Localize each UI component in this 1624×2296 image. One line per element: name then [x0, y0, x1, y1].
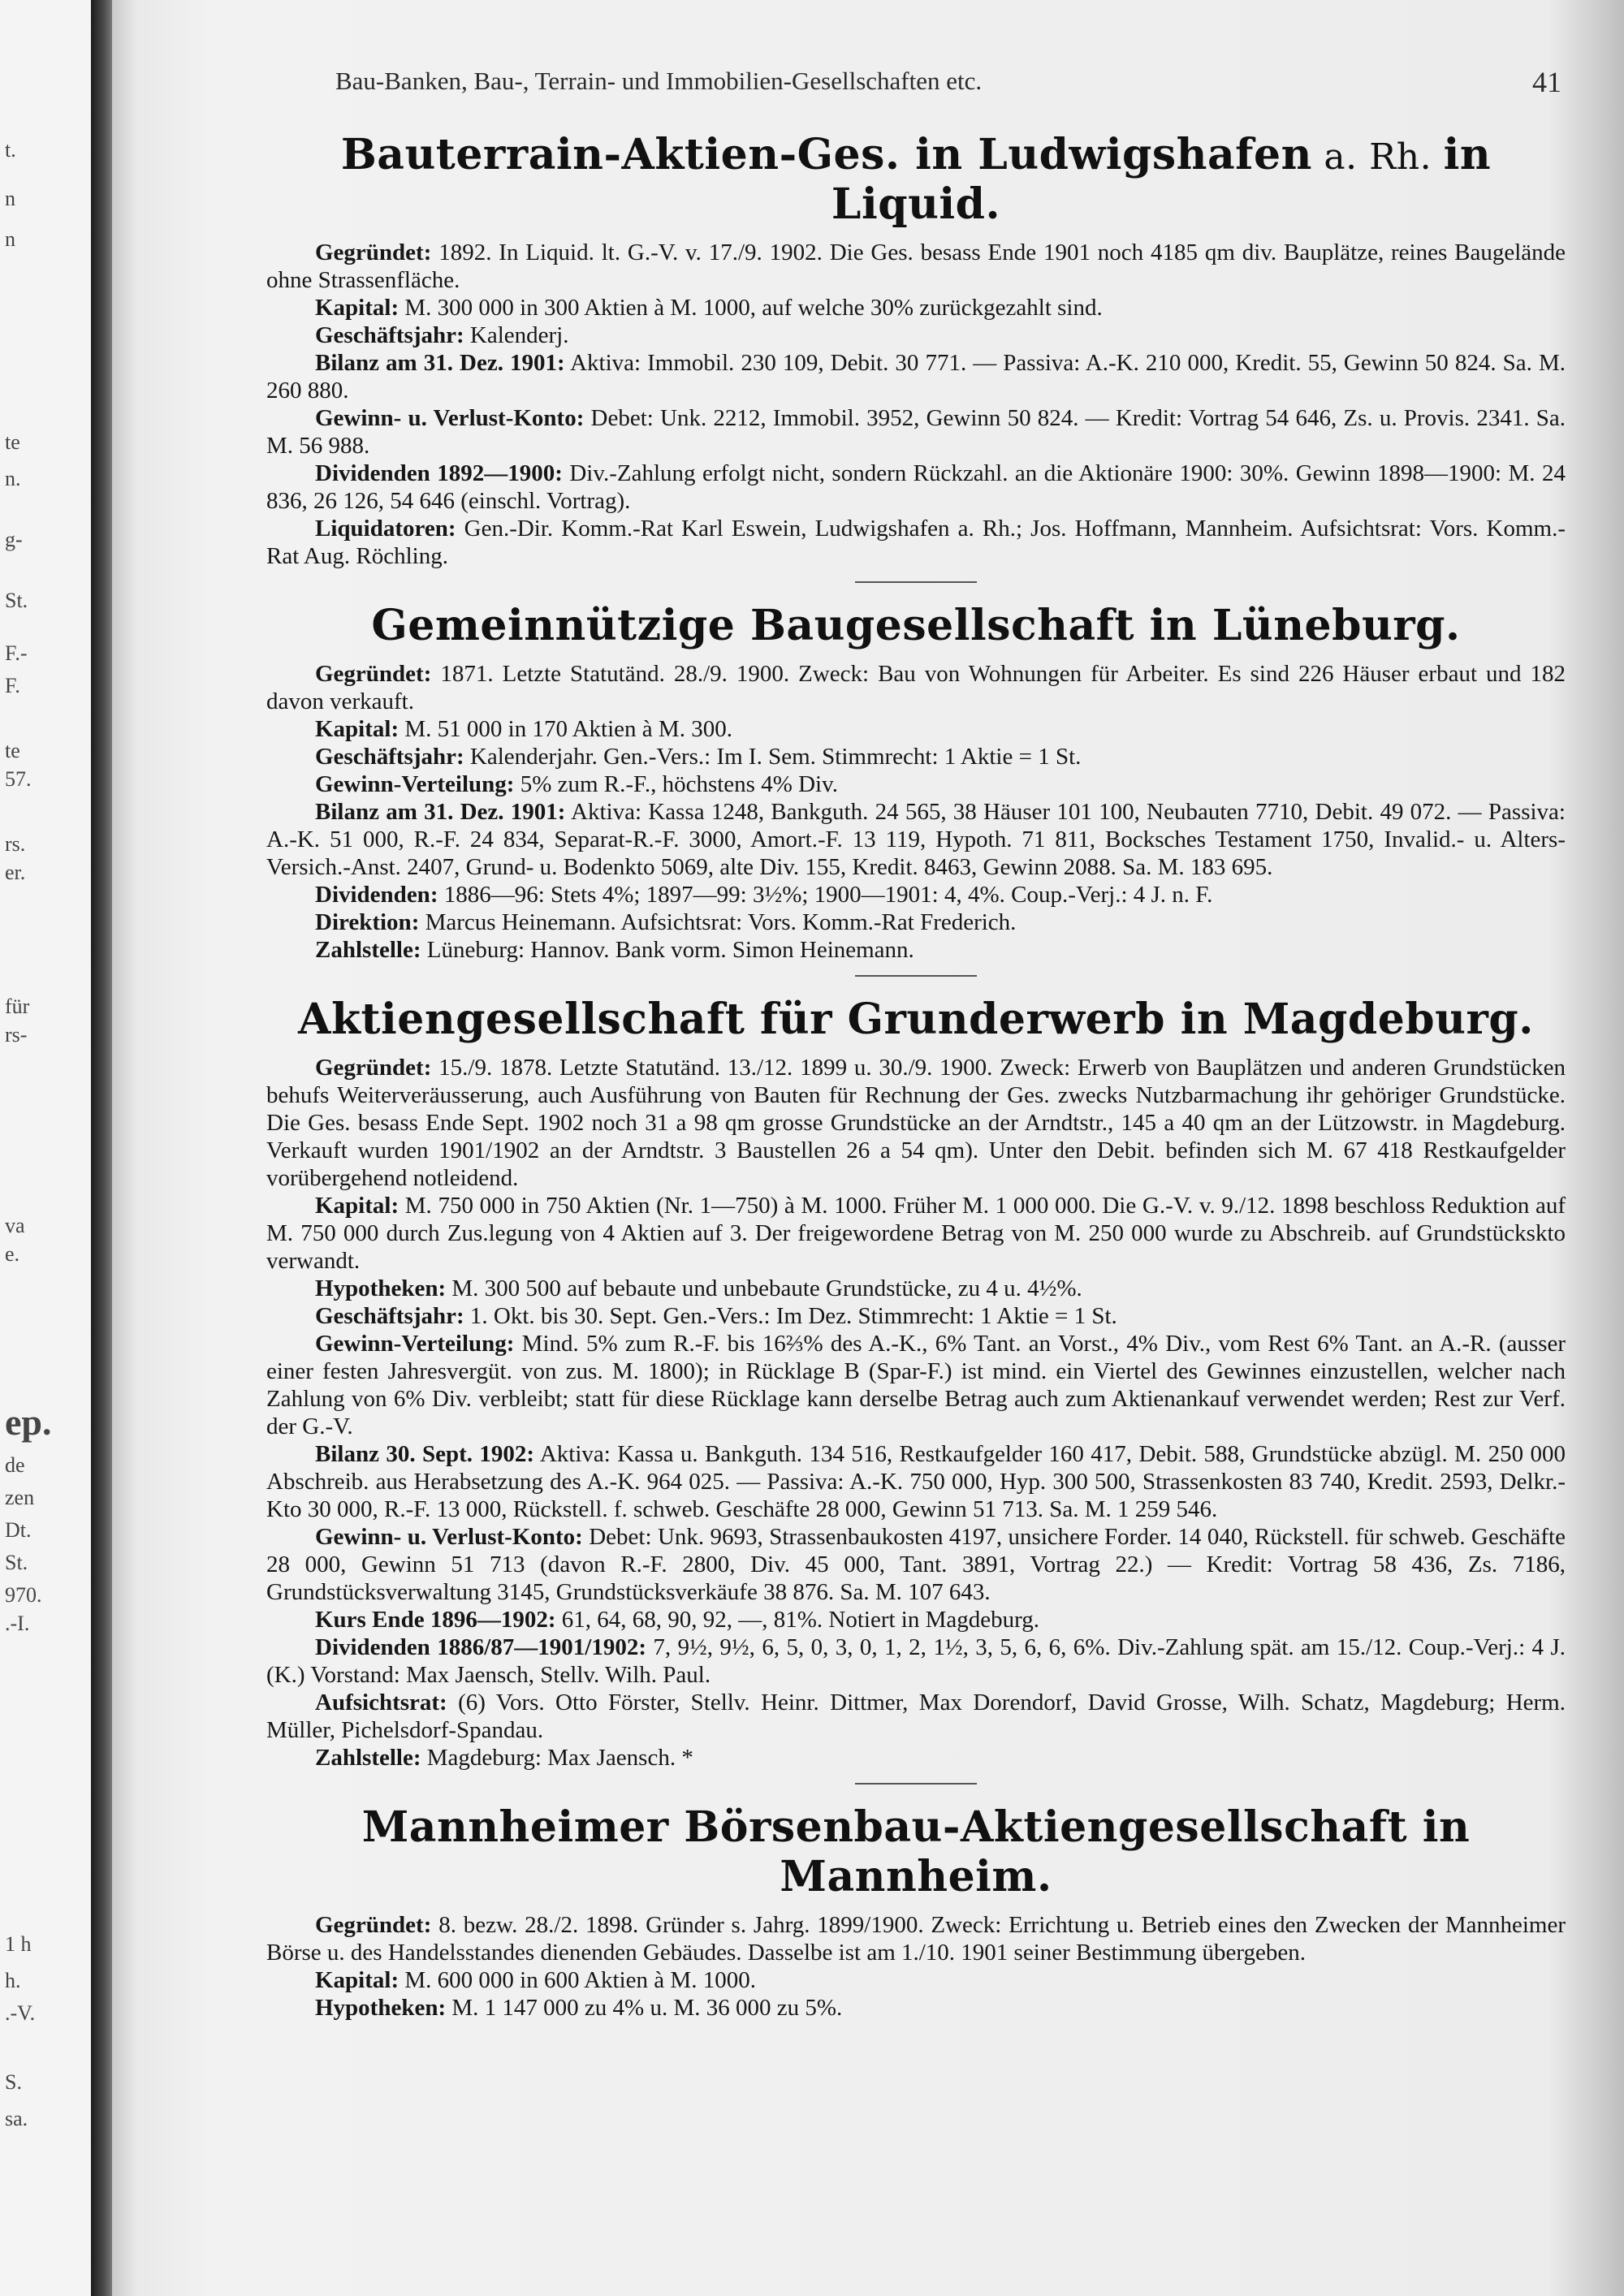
field-label: Kapital:: [315, 1967, 400, 1993]
entry-paragraph: [266, 1523, 1566, 1606]
field-text: 1871. Letzte Statutänd. 28./9. 1900. Zweck: Bau von Wohnungen für Arbeiter. Es sind 226 Häuser erbaut und 182 davon verkauft.: [266, 661, 1566, 714]
field-label: Kapital:: [315, 1193, 400, 1219]
left-fragment: .-I.: [5, 1612, 30, 1635]
left-fragment: n: [5, 187, 15, 210]
field-text: 1892. In Liquid. lt. G.-V. v. 17./9. 1902. Die Ges. besass Ende 1901 noch 4185 qm div. Bauplätze, reines Baugelände ohne Strassenfläche.: [266, 240, 1566, 293]
field-label: Hypotheken:: [315, 1995, 447, 2021]
field-text: Lüneburg: Hannov. Bank vorm. Simon Heinemann.: [421, 937, 914, 963]
field-text: 7, 9½, 9½, 6, 5, 0, 3, 0, 1, 2, 1½, 3, 5, 6, 6, 6%. Div.-Zahlung spät. am 15./12. Coup.-Verj.: 4 J. (K.) Vorstand: Max Jaensch, Stellv. Wilh. Paul.: [266, 1634, 1566, 1688]
field-text: Aktiva: Kassa 1248, Bankguth. 24 565, 38 Häuser 101 100, Neubauten 7710, Debit. 49 072. — Passiva: A.-K. 51 000, R.-F. 24 834, Separat-R.-F. 3000, Amort.-F. 13 119, Hypoth. 71 811, Bocksches Testament 1750, Invalid.- u. Alters-Versich.-Anst. 2407, Grund- u. Bodenkto 5069, alte Div. 155, Kredit. 8463, Gewinn 2088. Sa. M. 183 695.: [266, 799, 1566, 880]
field-text: 5% zum R.-F., höchstens 4% Div.: [514, 771, 838, 797]
company-title-status: in Liquid.: [831, 130, 1492, 229]
field-text: 8. bezw. 28./2. 1898. Gründer s. Jahrg. 1899/1900. Zweck: Errichtung u. Betrieb eines den Zwecken der Mannheimer Börse u. des Handelsstandes dienenden Gebäudes. Dasselbe ist am 1./10. 1901 seiner Bestimmung übergeben.: [266, 1912, 1566, 1966]
left-fragment: St.: [5, 589, 28, 612]
field-label: Liquidatoren:: [315, 516, 456, 542]
field-text: Marcus Heinemann. Aufsichtsrat: Vors. Komm.-Rat Frederich.: [419, 909, 1017, 935]
left-fragment: te: [5, 739, 20, 762]
field-label: Zahlstelle:: [315, 937, 421, 963]
entry-paragraph: [266, 1275, 1566, 1302]
field-label: Hypotheken:: [315, 1275, 447, 1301]
entry-paragraph: [266, 1606, 1566, 1634]
company-title: [266, 130, 1566, 229]
left-fragment: e.: [5, 1242, 20, 1266]
left-fragment: n: [5, 227, 15, 251]
field-text: M. 600 000 in 600 Aktien à M. 1000.: [399, 1967, 756, 1993]
entry-paragraph: [266, 515, 1566, 570]
field-label: Dividenden 1892—1900:: [315, 460, 563, 486]
field-text: M. 1 147 000 zu 4% u. M. 36 000 zu 5%.: [446, 1995, 843, 2021]
entry-paragraph: [266, 294, 1566, 322]
company-title-text: Mannheimer Börsenbau-Aktiengesellschaft in Mannheim.: [361, 1802, 1471, 1901]
left-fragment: F.: [5, 674, 20, 697]
field-label: Gegründet:: [315, 661, 432, 687]
field-label: Zahlstelle:: [315, 1745, 421, 1771]
field-text: M. 300 000 in 300 Aktien à M. 1000, auf welche 30% zurückgezahlt sind.: [399, 295, 1103, 321]
company-title-suffix: a. Rh.: [1311, 136, 1444, 178]
field-label: Dividenden 1886/87—1901/1902:: [315, 1634, 646, 1660]
field-text: 61, 64, 68, 90, 92, —, 81%. Notiert in Magdeburg.: [555, 1607, 1040, 1633]
entry-paragraph: [266, 715, 1566, 743]
left-fragment: g-: [5, 528, 23, 551]
entries-list: [266, 130, 1566, 2022]
field-label: Bilanz am 31. Dez. 1901:: [315, 350, 565, 376]
company-entry: [266, 995, 1566, 1772]
left-fragment: zen: [5, 1486, 35, 1509]
company-entry: [266, 1802, 1566, 2022]
left-fragment: n.: [5, 467, 21, 490]
field-text: Aktiva: Kassa u. Bankguth. 134 516, Restkaufgelder 160 417, Debit. 588, Grundstücke abzügl. M. 250 000 Abschreib. aus Herabsetzung des A.-K. 964 025. — Passiva: A.-K. 750 000, Hyp. 300 500, Strassenkosten 83 740, Kredit. 2593, Delkr.-Kto 30 000, R.-F. 13 000, Rückstell. f. schweb. Geschäfte 28 000, Gewinn 51 713. Sa. M. 1 259 546.: [266, 1441, 1566, 1522]
field-label: Gewinn-Verteilung:: [315, 771, 515, 797]
left-fragment: ep.: [5, 1401, 52, 1443]
entry-paragraph: [266, 881, 1566, 908]
left-fragment: te: [5, 430, 20, 454]
field-label: Gewinn- u. Verlust-Konto:: [315, 1524, 583, 1550]
left-fragment: va: [5, 1214, 25, 1237]
entry-paragraph: [266, 1330, 1566, 1440]
entry-paragraph: [266, 1192, 1566, 1275]
field-text: Kalenderjahr. Gen.-Vers.: Im I. Sem. Stimmrecht: 1 Aktie = 1 St.: [464, 744, 1082, 770]
field-text: Magdeburg: Max Jaensch. *: [421, 1745, 693, 1771]
field-text: Div.-Zahlung erfolgt nicht, sondern Rückzahl. an die Aktionäre 1900: 30%. Gewinn 1898—1900: M. 24 836, 26 126, 54 646 (einschl. Vortrag).: [266, 460, 1566, 514]
field-text: (6) Vors. Otto Förster, Stellv. Heinr. Dittmer, Max Dorendorf, David Grosse, Wilh. Schatz, Magdeburg; Herm. Müller, Pichelsdorf-Spandau.: [266, 1690, 1566, 1743]
left-fragment: rs-: [5, 1023, 28, 1047]
left-fragment: .-V.: [5, 2001, 36, 2025]
entry-paragraph: [266, 404, 1566, 460]
left-fragment: er.: [5, 861, 26, 884]
left-fragment: 57.: [5, 767, 32, 791]
field-label: Gewinn-Verteilung:: [315, 1331, 515, 1357]
left-fragment: h.: [5, 1969, 21, 1992]
entry-paragraph: [266, 798, 1566, 881]
field-label: Aufsichtsrat:: [315, 1690, 447, 1716]
field-text: Gen.-Dir. Komm.-Rat Karl Eswein, Ludwigshafen a. Rh.; Jos. Hoffmann, Mannheim. Aufsichtsrat: Vors. Komm.-Rat Aug. Röchling.: [266, 516, 1566, 569]
field-text: Kalenderj.: [464, 322, 569, 348]
left-fragment: de: [5, 1453, 25, 1477]
entry-paragraph: [266, 1302, 1566, 1330]
running-head-title: Bau-Banken, Bau-, Terrain- und Immobilien-Gesellschaften etc.: [335, 67, 983, 95]
left-fragment: für: [5, 995, 30, 1018]
section-divider: [855, 975, 977, 977]
entry-paragraph: [266, 770, 1566, 798]
entry-paragraph: [266, 1994, 1566, 2022]
field-text: Aktiva: Immobil. 230 109, Debit. 30 771. — Passiva: A.-K. 210 000, Kredit. 55, Gewinn 50 824. Sa. M. 260 880.: [266, 350, 1566, 404]
field-text: Debet: Unk. 9693, Strassenbaukosten 4197, unsichere Forder. 14 040, Rückstell. für schweb. Geschäfte 28 000, Gewinn 51 713 (davon R.-F. 2800, Div. 45 000, Tant. 3891, Vortrag 22.) — Kredit: Vortrag 58 436, Zs. 7186, Grundstücksverwaltung 3145, Grundstücksverkäufe 38 876. Sa. M. 107 643.: [266, 1524, 1566, 1605]
field-label: Bilanz am 31. Dez. 1901:: [315, 799, 566, 825]
company-title-text: Gemeinnützige Baugesellschaft in Lüneburg.: [371, 601, 1461, 650]
field-label: Geschäftsjahr:: [315, 322, 464, 348]
book-gutter: [91, 0, 112, 2296]
entry-paragraph: [266, 1689, 1566, 1744]
left-fragment: S.: [5, 2070, 22, 2094]
entry-paragraph: [266, 660, 1566, 715]
field-label: Bilanz 30. Sept. 1902:: [315, 1441, 535, 1467]
company-entry: [266, 130, 1566, 570]
company-title: [266, 601, 1566, 650]
field-label: Gewinn- u. Verlust-Konto:: [315, 405, 585, 431]
company-title-text: Bauterrain-Aktien-Ges. in Ludwigshafen: [340, 130, 1312, 179]
entry-paragraph: [266, 322, 1566, 349]
field-text: 15./9. 1878. Letzte Statutänd. 13./12. 1899 u. 30./9. 1900. Zweck: Erwerb von Bauplätzen und anderen Grundstücken behufs Weiterveräusserung, auch Ausführung von Bauten für Rechnung der Ges. zwecks Nutzbarmachung ihr gehöriger Grundstücke. Die Ges. besass Ende Sept. 1902 noch 31 a 98 qm grosse Grundstücke an der Arndtstr., 145 a 40 qm an der Lützowstr. in Magdeburg. Verkauft wurden 1901/1902 an der Arndtstr. 3 Baustellen 26 a 54 qm). Unter den Debit. befinden sich M. 67 418 Restkaufgelder vorübergehend notleidend.: [266, 1055, 1566, 1191]
left-fragment: Dt.: [5, 1518, 32, 1542]
left-fragment: 1 h: [5, 1932, 32, 1956]
field-label: Direktion:: [315, 909, 420, 935]
left-fragment: 970.: [5, 1583, 42, 1607]
field-label: Gegründet:: [315, 1055, 432, 1081]
field-label: Dividenden:: [315, 882, 438, 908]
field-text: Debet: Unk. 2212, Immobil. 3952, Gewinn 50 824. — Kredit: Vortrag 54 646, Zs. u. Provis. 2341. Sa. M. 56 988.: [266, 405, 1566, 459]
entry-paragraph: [266, 239, 1566, 294]
field-label: Kurs Ende 1896—1902:: [315, 1607, 556, 1633]
entry-paragraph: [266, 908, 1566, 936]
running-head: [335, 67, 1561, 96]
entry-paragraph: [266, 1440, 1566, 1523]
section-divider: [855, 581, 977, 583]
entry-paragraph: [266, 1966, 1566, 1994]
company-title: [266, 1802, 1566, 1901]
field-text: M. 300 500 auf bebaute und unbebaute Grundstücke, zu 4 u. 4½%.: [446, 1275, 1082, 1301]
field-label: Gegründet:: [315, 1912, 432, 1938]
page: [112, 0, 1624, 2296]
entry-paragraph: [266, 743, 1566, 770]
entry-paragraph: [266, 1054, 1566, 1192]
field-label: Geschäftsjahr:: [315, 1303, 464, 1329]
entry-paragraph: [266, 1911, 1566, 1966]
field-text: M. 750 000 in 750 Aktien (Nr. 1—750) à M. 1000. Früher M. 1 000 000. Die G.-V. v. 9./12. 1898 beschloss Reduktion auf M. 750 000 durch Zus.legung von 4 Aktien auf 3. Der freigewordene Betrag von M. 250 000 wurde zu Abschreib. auf Grundstückskto verwandt.: [266, 1193, 1566, 1274]
field-label: Kapital:: [315, 295, 400, 321]
left-fragment: St.: [5, 1551, 28, 1574]
entry-paragraph: [266, 460, 1566, 515]
page-number: 41: [1532, 66, 1561, 98]
left-fragment: rs.: [5, 832, 26, 856]
field-text: Mind. 5% zum R.-F. bis 16⅔% des A.-K., 6% Tant. an Vorst., 4% Div., vom Rest 6% Tant. an A.-R. (ausser einer festen Jahresvergüt. von zus. M. 1800); in Rücklage B (Spar-F.) ist mind. ein Viertel des Gewinnes einzustellen, welcher nach Zahlung von 6% Div. verbleibt; statt für diese Rücklage kann derselbe Betrag auch zum Aktienankauf verwendet werden; Rest zur Verf. der G.-V.: [266, 1331, 1566, 1439]
entry-paragraph: [266, 1744, 1566, 1772]
company-title-text: Aktiengesellschaft für Grunderwerb in Magdeburg.: [298, 995, 1534, 1044]
field-label: Geschäftsjahr:: [315, 744, 464, 770]
left-fragment: t.: [5, 138, 16, 162]
left-fragment: sa.: [5, 2107, 28, 2130]
field-label: Kapital:: [315, 716, 400, 742]
entry-paragraph: [266, 349, 1566, 404]
company-entry: [266, 601, 1566, 964]
left-page-edge: [0, 0, 91, 2296]
entry-paragraph: [266, 936, 1566, 964]
field-text: 1. Okt. bis 30. Sept. Gen.-Vers.: Im Dez. Stimmrecht: 1 Aktie = 1 St.: [464, 1303, 1117, 1329]
entry-paragraph: [266, 1634, 1566, 1689]
field-label: Gegründet:: [315, 240, 432, 265]
company-title: [266, 995, 1566, 1044]
left-fragment: F.-: [5, 641, 28, 665]
field-text: 1886—96: Stets 4%; 1897—99: 3½%; 1900—1901: 4, 4%. Coup.-Verj.: 4 J. n. F.: [438, 882, 1213, 908]
field-text: M. 51 000 in 170 Aktien à M. 300.: [399, 716, 732, 742]
section-divider: [855, 1783, 977, 1785]
